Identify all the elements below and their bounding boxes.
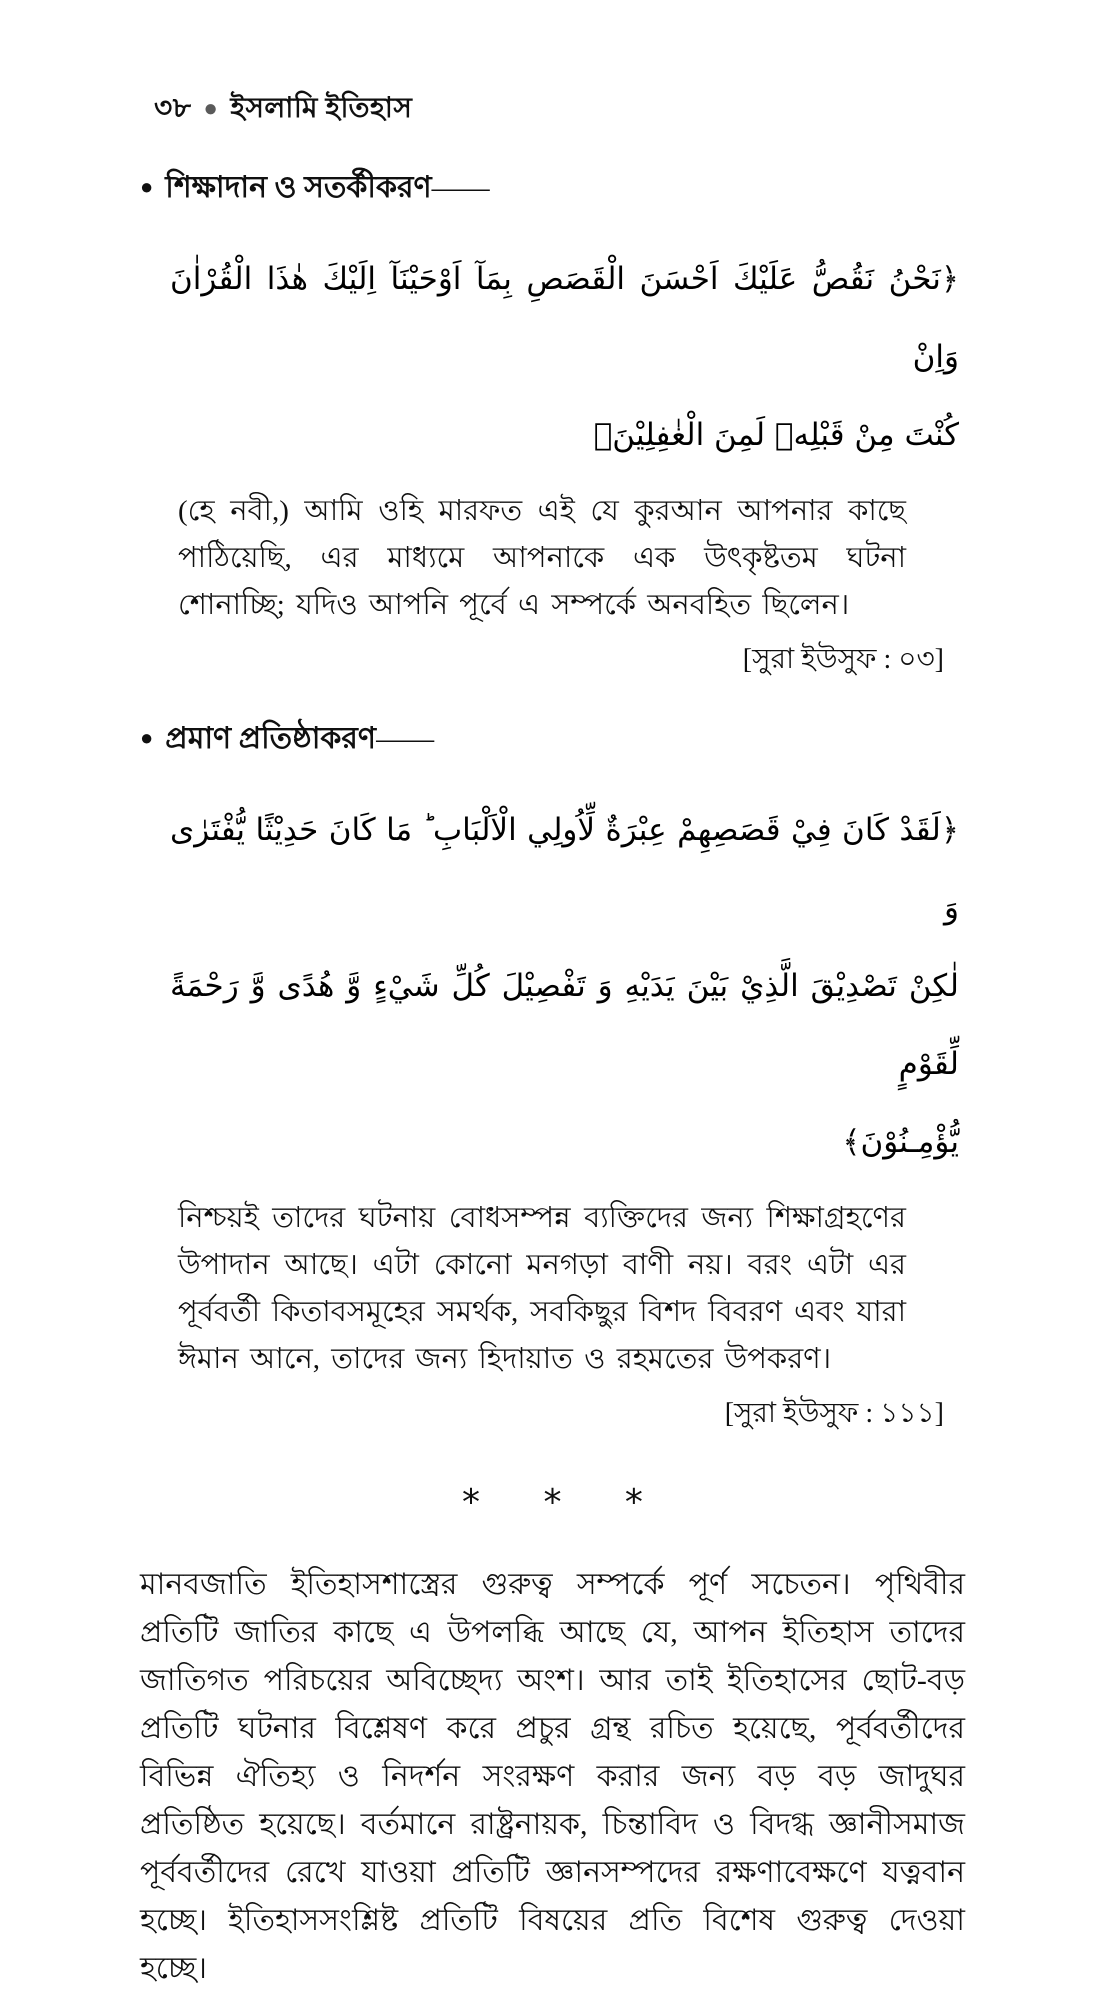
bengali-translation: (হে নবী,) আমি ওহি মারফত এই যে কুরআন আপনার কাছে পাঠিয়েছি, এর মাধ্যমে আপনাকে এক উৎকৃষ্টতম ঘটনা শোনাচ্ছি; যদিও আপনি পূর্বে এ সম্পর্কে অনবহিত ছিলেন। <box>178 495 906 621</box>
header-bullet-icon: ● <box>203 96 219 122</box>
arabic-line: لٰكِنْ تَصْدِيْقَ الَّذِيْ بَيْنَ يَدَيْهِ وَ تَفْصِيْلَ كُلِّ شَيْءٍ وَّ هُدًى وَّ رَحْمَةً لِّقَوْمٍ <box>170 968 959 1082</box>
heading-dash: —— <box>376 722 433 755</box>
arabic-verse-yusuf-3 <box>170 240 959 474</box>
verse-citation: [সুরা ইউসুফ : ০৩] <box>742 644 944 675</box>
arabic-line: ﴿نَحْنُ نَقُصُّ عَلَيْكَ اَحْسَنَ الْقَصَصِ بِمَآ اَوْحَيْنَآ اِلَيْكَ هٰذَا الْقُرْاٰنَ وَاِنْ <box>170 261 959 375</box>
bullet-icon: ● <box>140 174 154 199</box>
section-separator: * * * <box>462 1482 669 1523</box>
section-heading-text: শিক্ষাদান ও সতর্কীকরণ <box>165 171 432 204</box>
section-heading <box>140 163 965 214</box>
bullet-icon: ● <box>140 725 154 750</box>
section-establishing-proof <box>140 714 965 1438</box>
body-paragraph: মানবজাতি ইতিহাসশাস্ত্রের গুরুত্ব সম্পর্কে পূর্ণ সচেতন। পৃথিবীর প্রতিটি জাতির কাছে এ উপলব্ধি আছে যে, আপন ইতিহাস তাদের জাতিগত পরিচয়ের অবিচ্ছেদ্য অংশ। আর তাই ইতিহাসের ছোট-বড় প্রতিটি ঘটনার বিশ্লেষণ করে প্রচুর গ্রন্থ রচিত হয়েছে, পূর্ববর্তীদের বিভিন্ন ঐতিহ্য ও নিদর্শন সংরক্ষণ করার জন্য বড় বড় জাদুঘর প্রতিষ্ঠিত হয়েছে। বর্তমানে রাষ্ট্রনায়ক, চিন্তাবিদ ও বিদগ্ধ জ্ঞানীসমাজ পূর্ববর্তীদের রেখে যাওয়া প্রতিটি জ্ঞানসম্পদের রক্ষণাবেক্ষণে যত্নবান হচ্ছে। ইতিহাসসংশ্লিষ্ট প্রতিটি বিষয়ের প্রতি বিশেষ গুরুত্ব দেওয়া হচ্ছে। <box>140 1568 965 1985</box>
page-number: ৩৮ <box>154 93 192 124</box>
book-title: ইসলামি ইতিহাস <box>230 93 413 124</box>
heading-dash: —— <box>431 171 488 204</box>
arabic-line: يُّؤْمِـنُوْنَ﴾ <box>842 1124 959 1160</box>
arabic-verse-yusuf-111 <box>170 791 959 1181</box>
section-teaching-warning <box>140 163 965 684</box>
verse-citation: [সুরা ইউসুফ : ১১১] <box>724 1398 944 1429</box>
arabic-line: ﴿لَقَدْ كَانَ فِيْ قَصَصِهِمْ عِبْرَةٌ لِّاُولِي الْاَلْبَابِ ؕ مَا كَانَ حَدِيْثًا يُّفْتَرٰى وَ <box>170 812 959 926</box>
arabic-line: كُنْتَ مِنْ قَبْلِهٖ لَمِنَ الْغٰفِلِيْنَ﴾ <box>593 417 959 453</box>
page-header <box>154 86 965 133</box>
bengali-translation: নিশ্চয়ই তাদের ঘটনায় বোধসম্পন্ন ব্যক্তিদের জন্য শিক্ষাগ্রহণের উপাদান আছে। এটা কোনো মনগড়া বাণী নয়। বরং এটা এর পূর্ববর্তী কিতাবসমূহের সমর্থক, সবকিছুর বিশদ বিবরণ এবং যারা ঈমান আনে, তাদের জন্য হিদায়াত ও রহমতের উপকরণ। <box>178 1202 906 1375</box>
section-heading-text: প্রমাণ প্রতিষ্ঠাকরণ <box>165 722 377 755</box>
section-heading <box>140 714 965 765</box>
